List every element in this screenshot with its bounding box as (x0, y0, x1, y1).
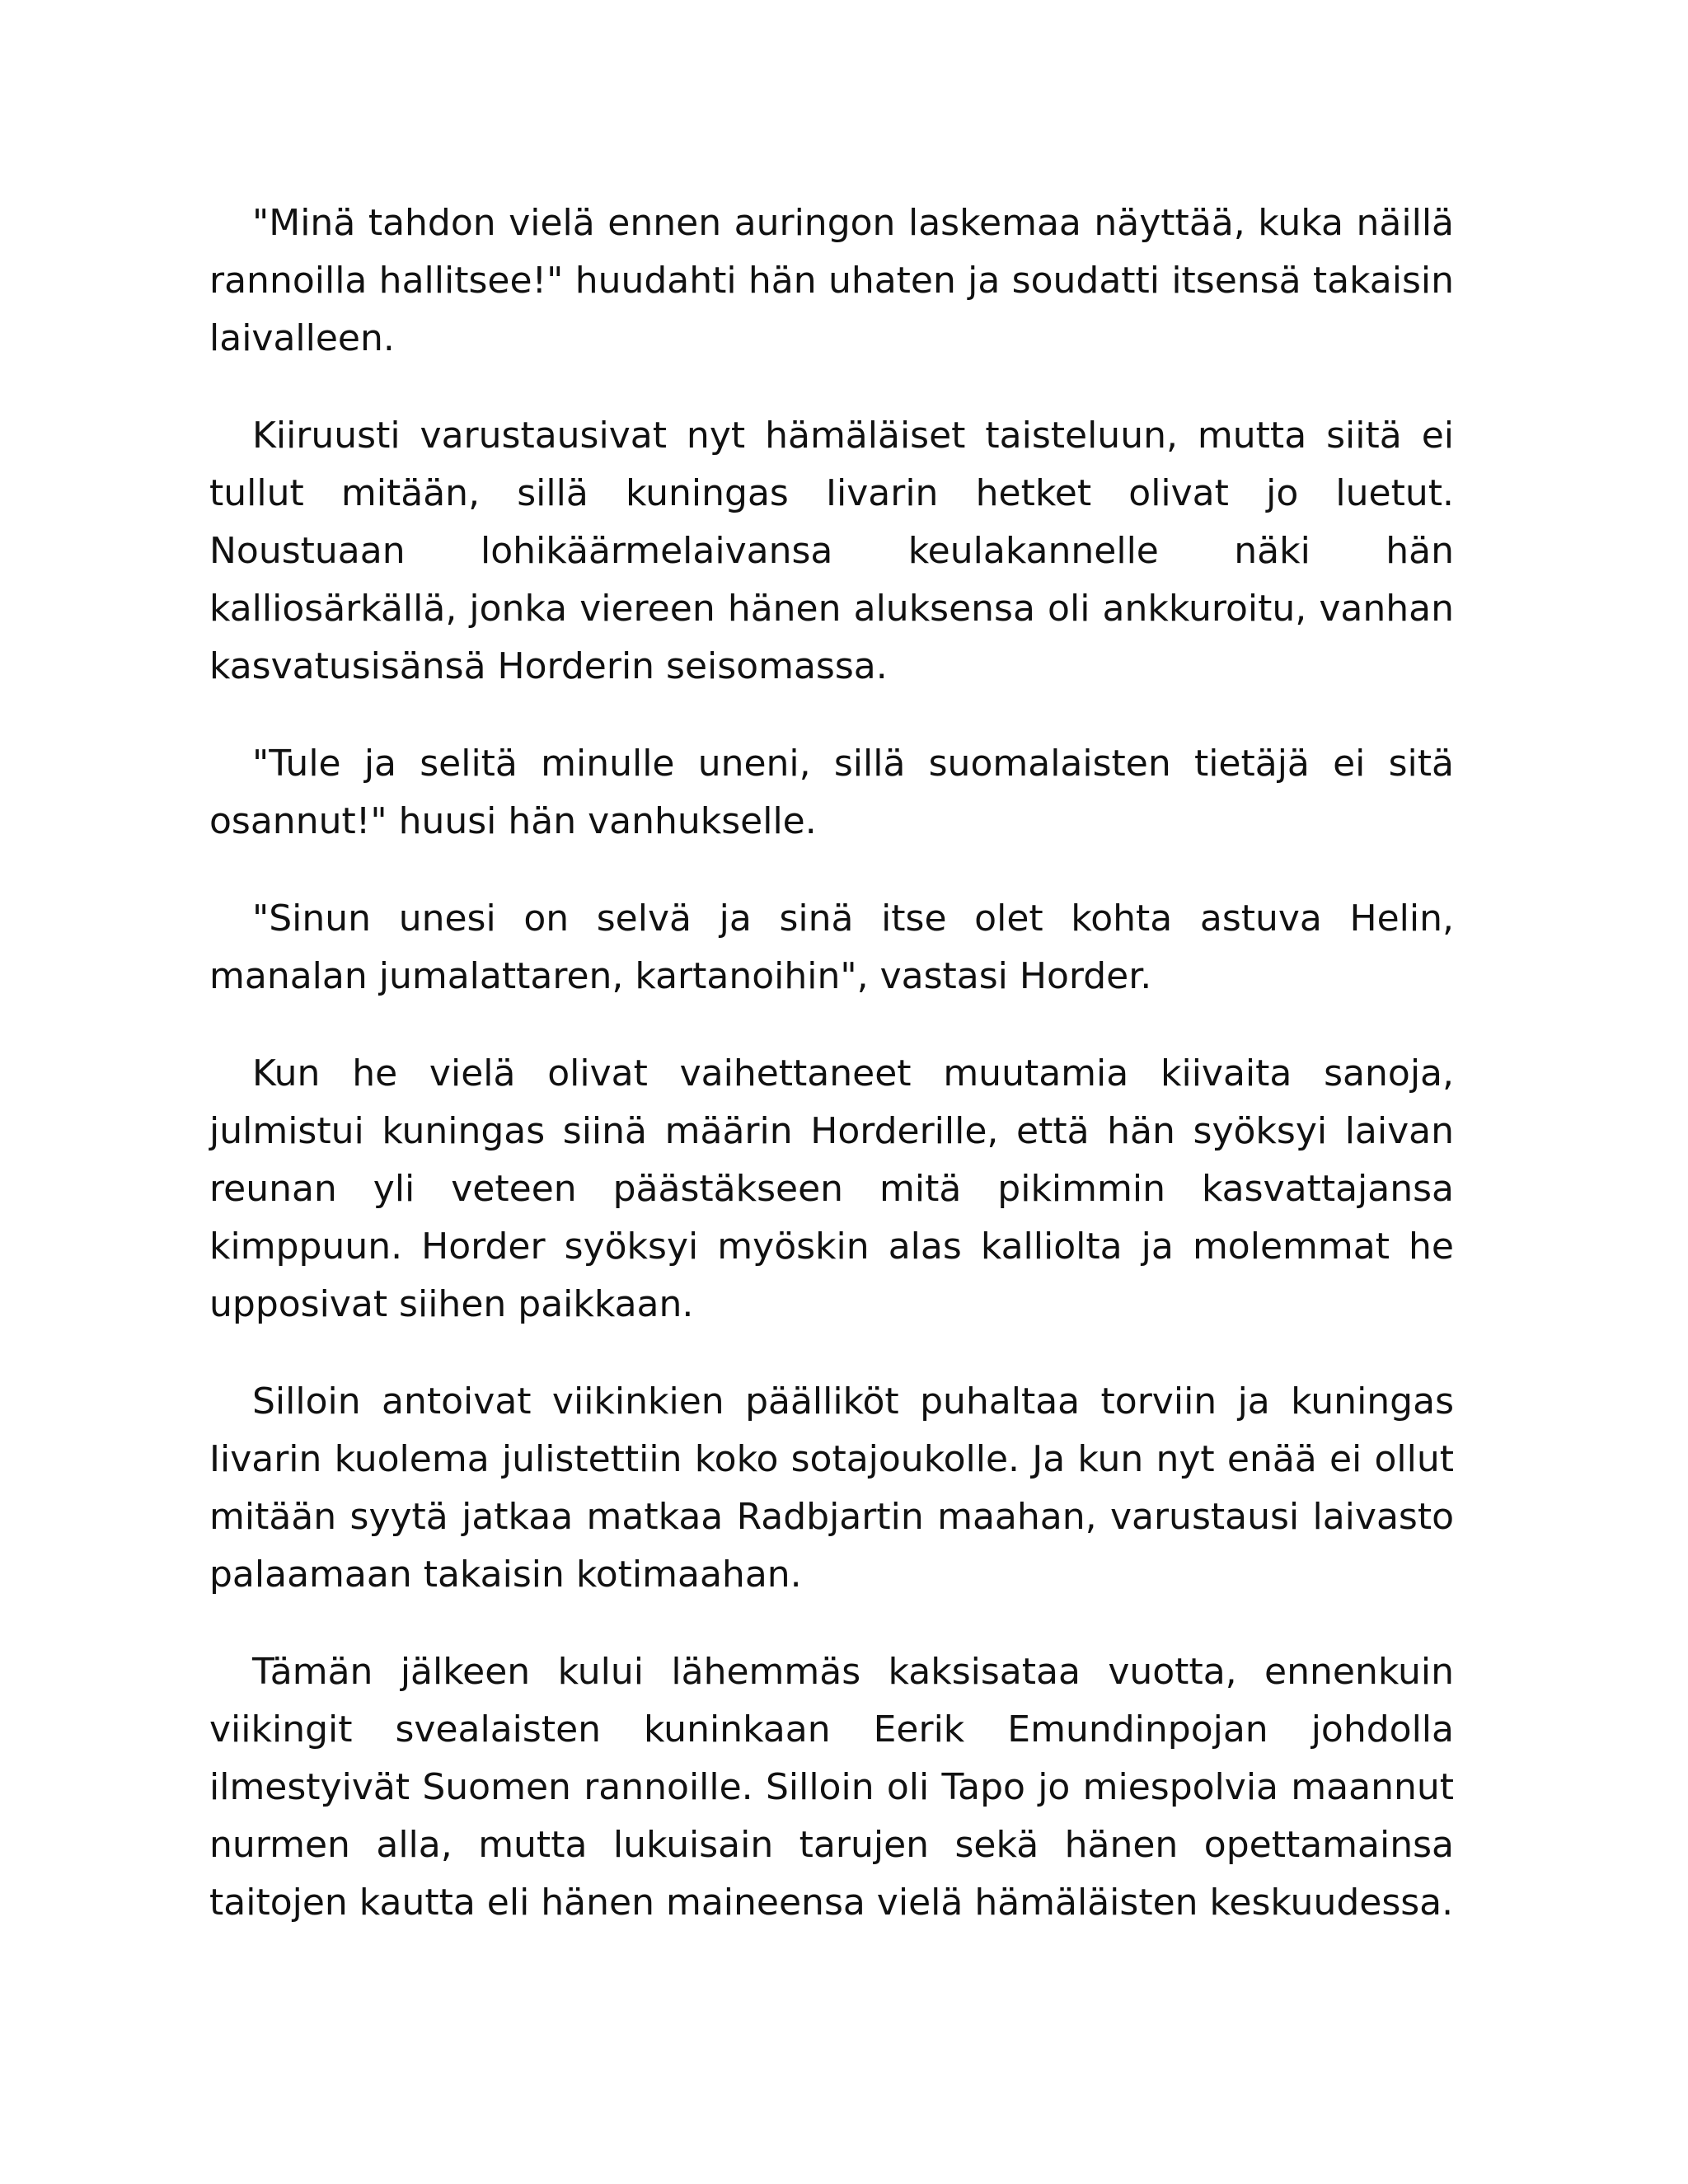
paragraph-1: "Minä tahdon vielä ennen auringon laskemaa näyttää, kuka näillä rannoilla hallitsee!" huudahti hän uhaten ja soudatti itsensä takaisin laivalleen. (209, 202, 1454, 359)
page-body (209, 194, 1454, 1971)
paragraph-2: Kiiruusti varustausivat nyt hämäläiset taisteluun, mutta siitä ei tullut mitään, sillä kuningas Iivarin hetket olivat jo luetut. Noustuaan lohikäärmelaivansa keulakannelle näki hän kalliosärkällä, jonka viereen hänen aluksensa oli ankkuroitu, vanhan kasvatusisänsä Horderin seisomassa. (209, 415, 1454, 687)
paragraph-6: Silloin antoivat viikinkien päälliköt puhaltaa torviin ja kuningas Iivarin kuolema julistettiin koko sotajoukolle. Ja kun nyt enää ei ollut mitään syytä jatkaa matkaa Radbjartin maahan, varustausi laivasto palaamaan takaisin kotimaahan. (209, 1380, 1454, 1596)
paragraph-5: Kun he vielä olivat vaihettaneet muutamia kiivaita sanoja, julmistui kuningas siinä määrin Horderille, että hän syöksyi laivan reunan yli veteen päästäkseen mitä pikimmin kasvattajansa kimppuun. Horder syöksyi myöskin alas kalliolta ja molemmat he upposivat siihen paikkaan. (209, 1052, 1454, 1325)
paragraph-7: Tämän jälkeen kului lähemmäs kaksisataa vuotta, ennenkuin viikingit svealaisten kuninkaan Eerik Emundinpojan johdolla ilmestyivät Suomen rannoille. Silloin oli Tapo jo miespolvia maannut nurmen alla, mutta lukuisain tarujen sekä hänen opettamainsa taitojen kautta eli hänen maineensa vielä hämäläisten keskuudessa. (209, 1651, 1454, 1924)
paragraph-3: "Tule ja selitä minulle uneni, sillä suomalaisten tietäjä ei sitä osannut!" huusi hän vanhukselle. (209, 743, 1454, 842)
paragraph-4: "Sinun unesi on selvä ja sinä itse olet kohta astuva Helin, manalan jumalattaren, kartanoihin", vastasi Horder. (209, 898, 1454, 997)
